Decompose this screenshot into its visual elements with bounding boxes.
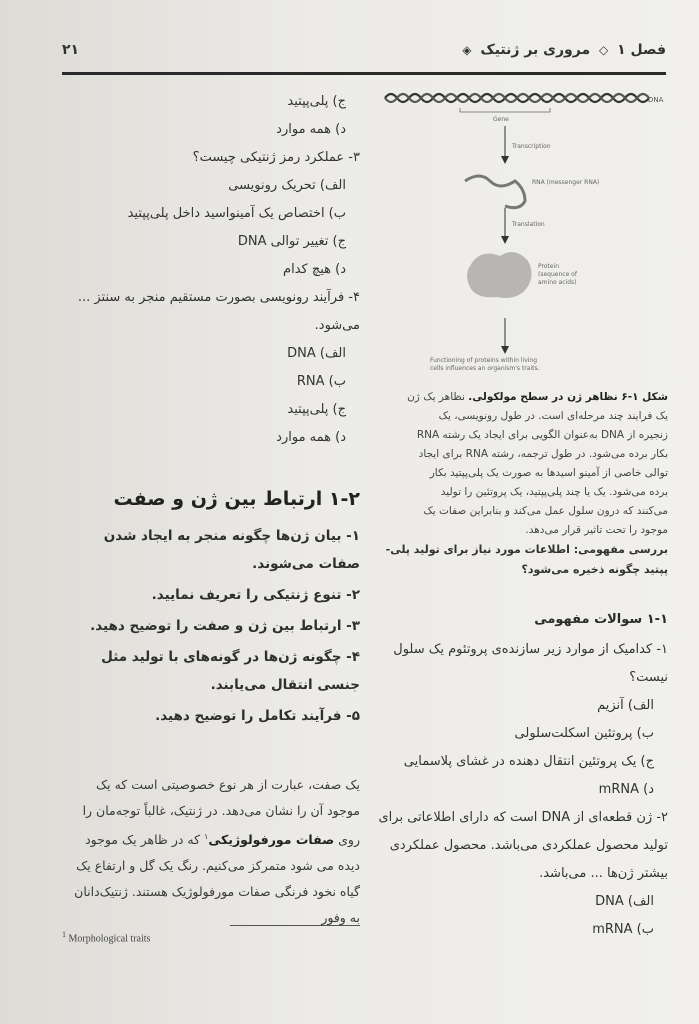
caption-line: برده می‌شود. یک یا چند پلی‌پپتید، یک پروتئین را تولید xyxy=(440,486,668,498)
page-number: ۲۱ xyxy=(62,42,80,58)
page-header xyxy=(62,40,666,70)
question-3: ۳- عملکرد رمز ژنتیکی چیست؟ xyxy=(192,150,360,165)
dna-helix-icon xyxy=(385,94,649,102)
option-d: د) mRNA xyxy=(598,782,654,797)
header-rule xyxy=(62,72,666,75)
concept-check-line: بررسی مفهومی: اطلاعات مورد نیاز برای تولید پلی- xyxy=(385,543,668,556)
option-d: د) هیچ کدام xyxy=(283,262,346,277)
caption-line: زنجیره از DNA به‌عنوان الگویی برای ایجاد یک رشته RNA xyxy=(416,429,668,441)
option-b: ب) پروتئین اسکلت‌سلولی xyxy=(514,726,654,741)
questions-left-column xyxy=(62,88,360,452)
caption-line: توالی خاصی از آمینو اسیدها به صورت یک پلی‌پپتید بکار xyxy=(429,467,668,479)
option-a: الف) DNA xyxy=(287,346,346,361)
rna-label: RNA (messenger RNA) xyxy=(532,179,600,186)
question-1: ۱- کدامیک از موارد زیر سازنده‌ی پروتئوم یک سلول نیست؟ xyxy=(393,642,668,685)
body-paragraph xyxy=(62,772,360,931)
paragraph-text: یک صفت، عبارت از هر نوع خصوصیتی است که یک موجود آن را نشان می‌دهد. در ژنتیک، غالباً توجه‌مان را روی xyxy=(82,777,360,848)
footnote-mark: 1 xyxy=(62,930,66,939)
option-b: ب) اختصاص یک آمینواسید داخل پلی‌پپتید xyxy=(127,206,346,221)
option-c: ج) یک پروتئین انتقال دهنده در غشای پلاسمایی xyxy=(403,754,654,769)
goal-item: ۴- چگونه ژن‌ها در گونه‌های با تولید مثل جنسی انتقال می‌یابند. xyxy=(101,649,360,693)
caption-line: موجود را تحت تاثیر قرار می‌دهد. xyxy=(525,524,668,536)
footnote-text: Morphological traits xyxy=(68,933,151,945)
concept-check xyxy=(372,540,668,580)
chapter-title: مروری بر ژنتیک xyxy=(480,42,591,58)
protein-label: amino acids) xyxy=(538,279,577,286)
option-c: ج) پلی‌پپتید xyxy=(287,402,346,417)
transcription-label: Transcription xyxy=(512,143,551,150)
gene-label: Gene xyxy=(493,116,509,123)
option-d: د) همه موارد xyxy=(276,430,346,445)
function-label: Functioning of proteins within living xyxy=(430,357,538,364)
protein-blob-icon xyxy=(467,252,532,298)
goal-item: ۳- ارتباط بین ژن و صفت را توضیح دهید. xyxy=(90,618,360,634)
footnote-ref: ۱ xyxy=(204,832,209,841)
option-a: الف) DNA xyxy=(595,894,654,909)
protein-label: (sequence of xyxy=(538,271,577,278)
protein-label: Protein xyxy=(538,263,560,270)
option-d: د) همه موارد xyxy=(276,122,346,137)
option-c: ج) پلی‌پپتید xyxy=(287,94,346,109)
caption-line: می‌کنند که درون سلول عمل می‌کند و بنابراین صفات یک xyxy=(423,505,668,517)
option-b: ب) mRNA xyxy=(592,922,654,937)
footnote xyxy=(62,930,150,944)
question-2: ۲- ژن قطعه‌ای از DNA است که دارای اطلاعاتی برای تولید محصول عملکردی می‌باشد. محصول عملکردی بیشتر ژن‌ها ... می‌باشد. xyxy=(378,810,668,881)
diamond-filled-icon: ◈ xyxy=(462,43,472,57)
question-4: ۴- فرآیند رونویسی بصورت مستقیم منجر به سنتز ... می‌شود. xyxy=(77,290,360,333)
section-heading-1-1: ۱-۱ سوالات مفهومی xyxy=(534,612,668,627)
dna-label: DNA xyxy=(648,96,664,104)
caption-line: بکار برده می‌شود. در طول ترجمه، رشته RNA برای ایجاد xyxy=(418,448,668,460)
goal-item: ۱- بیان ژن‌ها چگونه منجر به ایجاد شدن صفات می‌شوند. xyxy=(103,528,360,572)
goal-item: ۵- فرآیند تکامل را توضیح دهید. xyxy=(155,708,360,724)
concept-check-line: پپتید چگونه ذخیره می‌شود؟ xyxy=(521,563,668,576)
option-c: ج) تغییر توالی DNA xyxy=(237,234,346,249)
footnote-rule xyxy=(230,925,360,926)
chapter-heading xyxy=(458,42,666,58)
translation-label: Translation xyxy=(512,221,545,228)
bold-term: صفات مورفولوژیکی xyxy=(208,832,335,848)
caption-line: نظاهر یک ژن xyxy=(407,391,465,403)
section-heading-1-2: ۱-۲ ارتباط بین ژن و صفت xyxy=(113,488,360,510)
questions-right-column xyxy=(372,636,668,944)
option-a: الف) تحریک رونویسی xyxy=(228,178,346,193)
learning-goals xyxy=(70,522,360,733)
chapter-label: فصل ۱ xyxy=(617,42,666,58)
caption-line: یک فرایند چند مرحله‌ای است. در طول رونویسی، یک xyxy=(438,410,668,422)
mrna-strand-icon xyxy=(465,176,525,208)
paragraph-text: که در ظاهر یک موجود دیده می شود متمرکز می‌کنیم. رنگ یک گل و ارتفاع یک گیاه نخود فرنگی صفات مورفولوژیک هستند. ژنتیک‌دانان به وفور xyxy=(74,832,360,926)
figure-caption xyxy=(372,388,668,540)
option-b: ب) RNA xyxy=(296,374,346,389)
goal-item: ۲- تنوع ژنتیکی را تعریف نمایید. xyxy=(151,587,360,603)
diamond-outline-icon: ◇ xyxy=(599,43,609,57)
caption-title: شکل ۱-۶ نظاهر ژن در سطح مولکولی. xyxy=(468,391,668,403)
function-label: cells influences an organism's traits. xyxy=(430,365,540,372)
gene-expression-figure xyxy=(380,86,680,376)
option-a: الف) آنزیم xyxy=(597,698,654,713)
